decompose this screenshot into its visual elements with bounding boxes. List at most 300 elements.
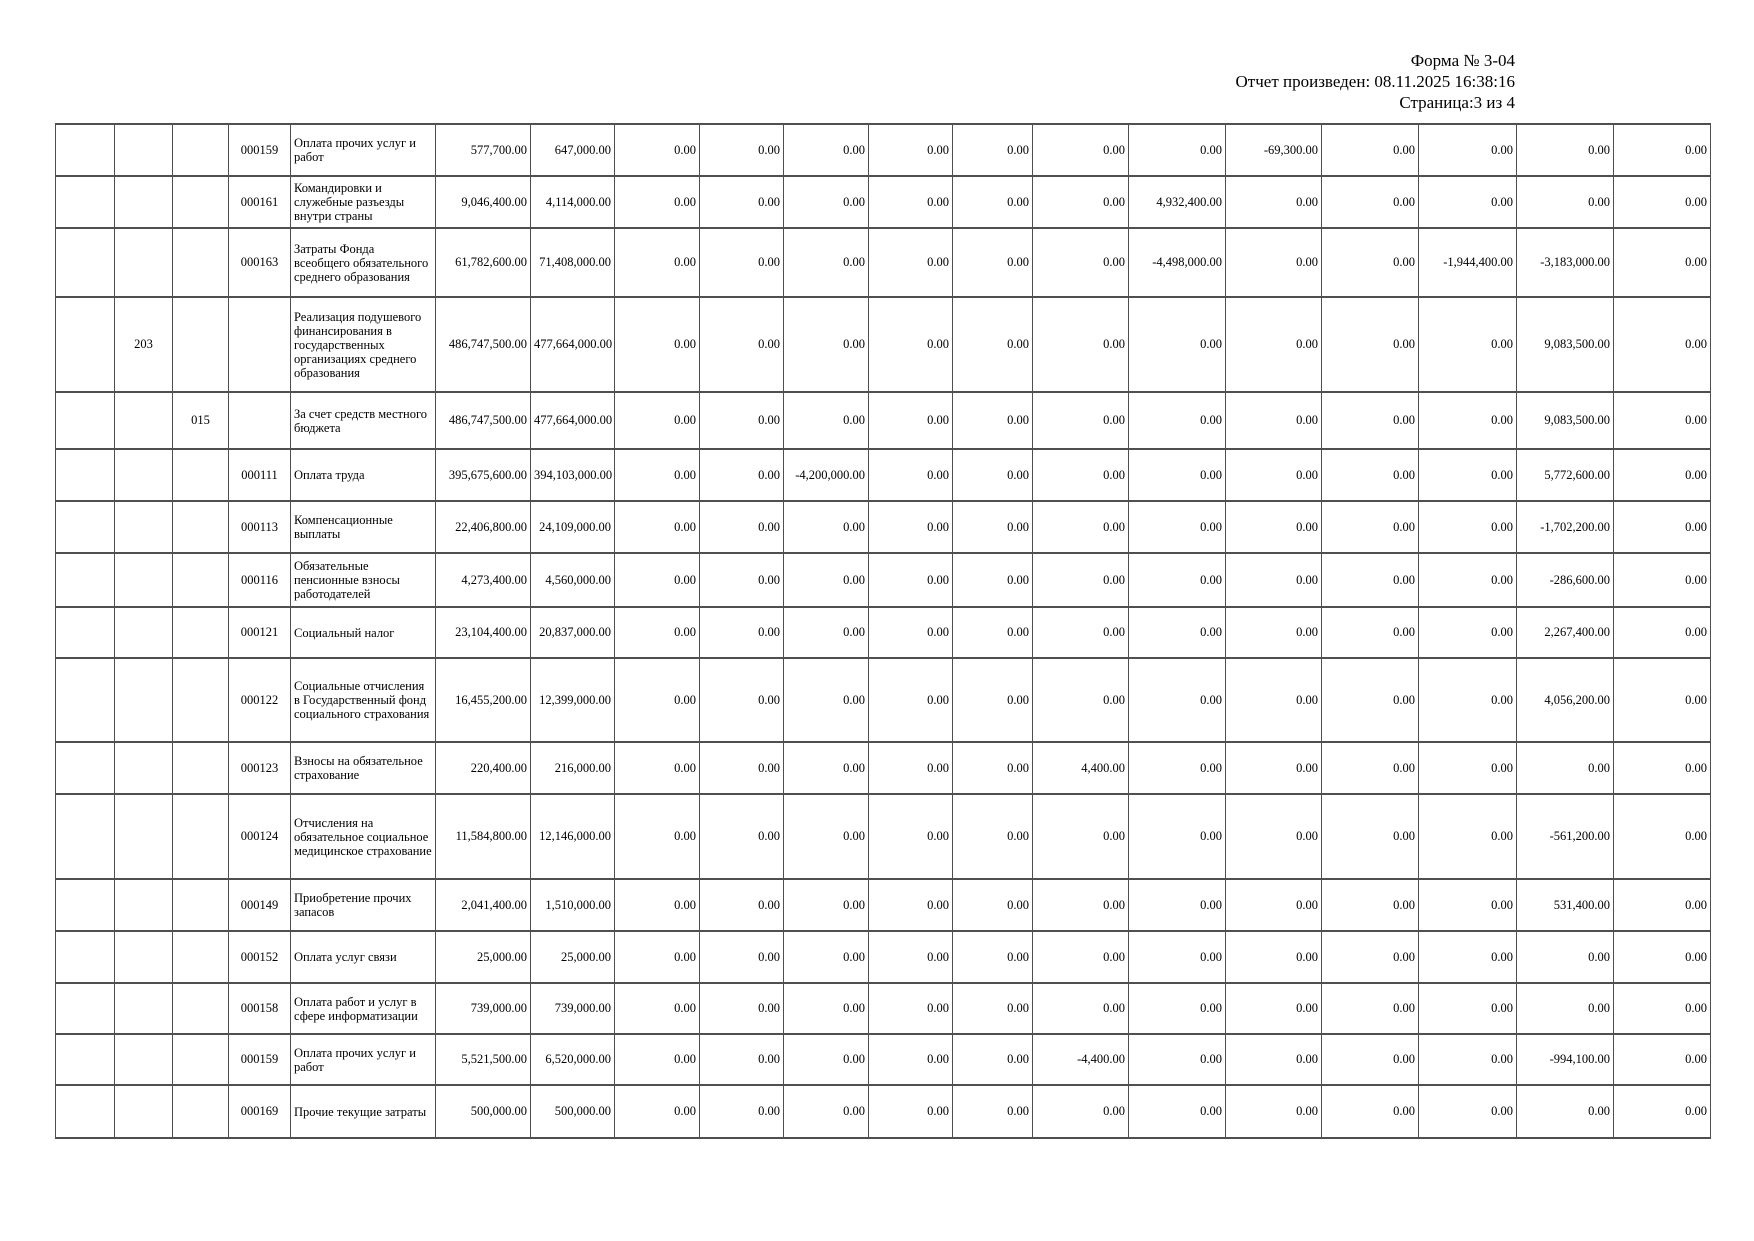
code-cell-4: 000158: [229, 983, 291, 1034]
value-cell: 0.00: [1614, 983, 1711, 1034]
value-cell: 0.00: [1033, 1085, 1129, 1138]
code-cell-4: 000169: [229, 1085, 291, 1138]
value-cell: 531,400.00: [1517, 879, 1614, 931]
value-cell: 0.00: [1226, 1085, 1322, 1138]
code-cell-3: [173, 297, 229, 392]
value-cell: 2,267,400.00: [1517, 607, 1614, 658]
code-cell-2: [115, 553, 173, 607]
code-cell-4: 000149: [229, 879, 291, 931]
value-cell: 0.00: [1419, 1085, 1517, 1138]
value-cell: 0.00: [869, 228, 953, 297]
table-row: [56, 501, 1711, 553]
value-cell: 0.00: [1033, 501, 1129, 553]
value-cell: 5,521,500.00: [436, 1034, 531, 1085]
value-cell: 0.00: [1033, 879, 1129, 931]
value-cell: 0.00: [1419, 553, 1517, 607]
value-cell: 0.00: [953, 879, 1033, 931]
value-cell: 0.00: [1419, 392, 1517, 449]
code-cell-1: [56, 658, 115, 742]
value-cell: 395,675,600.00: [436, 449, 531, 501]
description-cell: Компенсационные выплаты: [291, 501, 436, 553]
value-cell: 0.00: [700, 931, 784, 983]
value-cell: 20,837,000.00: [531, 607, 615, 658]
description-cell: Оплата услуг связи: [291, 931, 436, 983]
description-cell: Приобретение прочих запасов: [291, 879, 436, 931]
value-cell: 0.00: [953, 553, 1033, 607]
value-cell: 0.00: [1226, 607, 1322, 658]
value-cell: 0.00: [1614, 607, 1711, 658]
table-row: [56, 176, 1711, 228]
value-cell: 0.00: [700, 553, 784, 607]
value-cell: 0.00: [953, 124, 1033, 176]
value-cell: 0.00: [1129, 742, 1226, 794]
value-cell: 4,273,400.00: [436, 553, 531, 607]
code-cell-2: [115, 607, 173, 658]
value-cell: 0.00: [1322, 449, 1419, 501]
value-cell: -4,400.00: [1033, 1034, 1129, 1085]
value-cell: 0.00: [1614, 297, 1711, 392]
code-cell-1: [56, 176, 115, 228]
value-cell: 0.00: [869, 1034, 953, 1085]
code-cell-1: [56, 983, 115, 1034]
value-cell: 0.00: [615, 297, 700, 392]
value-cell: 0.00: [869, 449, 953, 501]
value-cell: 0.00: [615, 176, 700, 228]
value-cell: 0.00: [700, 228, 784, 297]
value-cell: 22,406,800.00: [436, 501, 531, 553]
description-cell: Социальные отчисления в Государственный фонд социального страхования: [291, 658, 436, 742]
value-cell: 0.00: [615, 983, 700, 1034]
table-row: [56, 607, 1711, 658]
table-row: [56, 124, 1711, 176]
value-cell: 0.00: [784, 1085, 869, 1138]
code-cell-3: [173, 1085, 229, 1138]
code-cell-2: [115, 392, 173, 449]
code-cell-3: [173, 1034, 229, 1085]
value-cell: 0.00: [1322, 392, 1419, 449]
table-row: [56, 449, 1711, 501]
value-cell: 0.00: [1322, 228, 1419, 297]
code-cell-4: 000124: [229, 794, 291, 879]
value-cell: -69,300.00: [1226, 124, 1322, 176]
value-cell: 0.00: [869, 742, 953, 794]
value-cell: 0.00: [1614, 553, 1711, 607]
value-cell: 0.00: [953, 501, 1033, 553]
value-cell: 0.00: [1033, 228, 1129, 297]
value-cell: -4,498,000.00: [1129, 228, 1226, 297]
code-cell-4: [229, 297, 291, 392]
value-cell: 0.00: [700, 1034, 784, 1085]
value-cell: 0.00: [1614, 658, 1711, 742]
value-cell: 0.00: [1419, 794, 1517, 879]
value-cell: 0.00: [615, 392, 700, 449]
value-cell: 0.00: [1226, 553, 1322, 607]
value-cell: 0.00: [700, 501, 784, 553]
value-cell: 0.00: [869, 983, 953, 1034]
code-cell-3: [173, 176, 229, 228]
description-cell: Отчисления на обязательное социальное медицинское страхование: [291, 794, 436, 879]
code-cell-4: 000123: [229, 742, 291, 794]
code-cell-4: 000161: [229, 176, 291, 228]
value-cell: 0.00: [784, 228, 869, 297]
value-cell: 0.00: [953, 983, 1033, 1034]
value-cell: 0.00: [1322, 124, 1419, 176]
code-cell-3: [173, 449, 229, 501]
table-row: [56, 879, 1711, 931]
code-cell-3: [173, 931, 229, 983]
value-cell: 5,772,600.00: [1517, 449, 1614, 501]
value-cell: 0.00: [784, 607, 869, 658]
value-cell: 500,000.00: [436, 1085, 531, 1138]
code-cell-4: 000116: [229, 553, 291, 607]
code-cell-2: [115, 501, 173, 553]
code-cell-1: [56, 879, 115, 931]
value-cell: 0.00: [1322, 501, 1419, 553]
value-cell: 0.00: [1226, 879, 1322, 931]
value-cell: 6,520,000.00: [531, 1034, 615, 1085]
value-cell: 0.00: [1226, 392, 1322, 449]
value-cell: 0.00: [784, 124, 869, 176]
value-cell: 0.00: [1033, 449, 1129, 501]
value-cell: 0.00: [615, 1034, 700, 1085]
value-cell: 0.00: [1517, 124, 1614, 176]
value-cell: 0.00: [953, 658, 1033, 742]
value-cell: 0.00: [1226, 228, 1322, 297]
value-cell: 0.00: [1033, 607, 1129, 658]
value-cell: 0.00: [700, 879, 784, 931]
value-cell: 0.00: [869, 553, 953, 607]
description-cell: Затраты Фонда всеобщего обязательного среднего образования: [291, 228, 436, 297]
code-cell-1: [56, 392, 115, 449]
value-cell: 0.00: [1419, 297, 1517, 392]
value-cell: 647,000.00: [531, 124, 615, 176]
value-cell: 0.00: [1226, 794, 1322, 879]
code-cell-4: 000159: [229, 1034, 291, 1085]
value-cell: 0.00: [1517, 983, 1614, 1034]
table-row: [56, 658, 1711, 742]
value-cell: 0.00: [1419, 658, 1517, 742]
value-cell: 0.00: [1226, 1034, 1322, 1085]
value-cell: 0.00: [700, 176, 784, 228]
value-cell: 0.00: [869, 124, 953, 176]
code-cell-1: [56, 931, 115, 983]
value-cell: 0.00: [615, 742, 700, 794]
value-cell: 0.00: [1129, 1034, 1226, 1085]
code-cell-2: 203: [115, 297, 173, 392]
value-cell: 0.00: [615, 449, 700, 501]
value-cell: 0.00: [1129, 124, 1226, 176]
value-cell: 0.00: [700, 392, 784, 449]
value-cell: 0.00: [784, 501, 869, 553]
value-cell: 12,146,000.00: [531, 794, 615, 879]
value-cell: 0.00: [869, 392, 953, 449]
table-row: [56, 983, 1711, 1034]
value-cell: 0.00: [869, 607, 953, 658]
value-cell: 0.00: [1322, 297, 1419, 392]
value-cell: 0.00: [1517, 176, 1614, 228]
value-cell: 0.00: [1129, 983, 1226, 1034]
value-cell: 0.00: [700, 297, 784, 392]
form-number-label: Форма № 3-04: [1410, 51, 1515, 70]
value-cell: 0.00: [615, 124, 700, 176]
value-cell: 577,700.00: [436, 124, 531, 176]
value-cell: 0.00: [1226, 449, 1322, 501]
value-cell: 0.00: [784, 658, 869, 742]
value-cell: 0.00: [1129, 1085, 1226, 1138]
value-cell: 0.00: [1322, 879, 1419, 931]
value-cell: 0.00: [784, 1034, 869, 1085]
value-cell: -3,183,000.00: [1517, 228, 1614, 297]
value-cell: 0.00: [1226, 297, 1322, 392]
report-generated-label: Отчет произведен: 08.11.2025 16:38:16: [1235, 72, 1515, 91]
code-cell-2: [115, 176, 173, 228]
description-cell: Прочие текущие затраты: [291, 1085, 436, 1138]
code-cell-4: 000122: [229, 658, 291, 742]
page-number-label: Страница:3 из 4: [1399, 93, 1515, 112]
value-cell: 0.00: [953, 176, 1033, 228]
value-cell: 0.00: [615, 1085, 700, 1138]
code-cell-2: [115, 1085, 173, 1138]
value-cell: 0.00: [700, 742, 784, 794]
code-cell-1: [56, 553, 115, 607]
description-cell: Оплата работ и услуг в сфере информатизации: [291, 983, 436, 1034]
value-cell: 739,000.00: [531, 983, 615, 1034]
report-table: [55, 123, 1711, 1139]
value-cell: 0.00: [615, 228, 700, 297]
value-cell: -286,600.00: [1517, 553, 1614, 607]
description-cell: За счет средств местного бюджета: [291, 392, 436, 449]
value-cell: 0.00: [1419, 501, 1517, 553]
value-cell: 0.00: [1226, 658, 1322, 742]
value-cell: 0.00: [869, 658, 953, 742]
value-cell: 0.00: [1322, 176, 1419, 228]
code-cell-1: [56, 449, 115, 501]
code-cell-3: [173, 607, 229, 658]
value-cell: 0.00: [953, 607, 1033, 658]
value-cell: 0.00: [1033, 983, 1129, 1034]
code-cell-3: [173, 124, 229, 176]
value-cell: 11,584,800.00: [436, 794, 531, 879]
value-cell: 0.00: [784, 176, 869, 228]
value-cell: 0.00: [953, 1034, 1033, 1085]
code-cell-1: [56, 742, 115, 794]
description-cell: Командировки и служебные разъезды внутри страны: [291, 176, 436, 228]
value-cell: 0.00: [700, 449, 784, 501]
code-cell-3: [173, 794, 229, 879]
value-cell: 0.00: [615, 794, 700, 879]
value-cell: 0.00: [615, 879, 700, 931]
value-cell: 0.00: [953, 1085, 1033, 1138]
table-row: [56, 392, 1711, 449]
value-cell: 0.00: [1129, 501, 1226, 553]
value-cell: 0.00: [869, 501, 953, 553]
code-cell-4: 000113: [229, 501, 291, 553]
code-cell-4: 000121: [229, 607, 291, 658]
description-cell: Социальный налог: [291, 607, 436, 658]
value-cell: 0.00: [1129, 931, 1226, 983]
code-cell-1: [56, 1034, 115, 1085]
value-cell: 0.00: [1614, 176, 1711, 228]
value-cell: 477,664,000.00: [531, 297, 615, 392]
code-cell-3: [173, 742, 229, 794]
value-cell: 486,747,500.00: [436, 297, 531, 392]
value-cell: 0.00: [1226, 176, 1322, 228]
value-cell: 0.00: [869, 1085, 953, 1138]
value-cell: 0.00: [1322, 607, 1419, 658]
code-cell-3: [173, 658, 229, 742]
value-cell: 0.00: [953, 297, 1033, 392]
value-cell: 0.00: [1033, 392, 1129, 449]
value-cell: 0.00: [700, 1085, 784, 1138]
value-cell: 0.00: [1614, 794, 1711, 879]
code-cell-3: 015: [173, 392, 229, 449]
value-cell: 739,000.00: [436, 983, 531, 1034]
value-cell: 0.00: [700, 124, 784, 176]
value-cell: 0.00: [953, 742, 1033, 794]
table-row: [56, 1085, 1711, 1138]
value-cell: 0.00: [1129, 879, 1226, 931]
code-cell-3: [173, 879, 229, 931]
value-cell: -561,200.00: [1517, 794, 1614, 879]
value-cell: 0.00: [869, 879, 953, 931]
value-cell: 0.00: [1614, 1034, 1711, 1085]
value-cell: 0.00: [869, 176, 953, 228]
value-cell: 0.00: [1226, 501, 1322, 553]
value-cell: -1,944,400.00: [1419, 228, 1517, 297]
value-cell: 0.00: [1419, 983, 1517, 1034]
value-cell: 0.00: [784, 931, 869, 983]
description-cell: Реализация подушевого финансирования в государственных организациях среднего образования: [291, 297, 436, 392]
value-cell: 477,664,000.00: [531, 392, 615, 449]
code-cell-4: 000111: [229, 449, 291, 501]
value-cell: 0.00: [1129, 658, 1226, 742]
value-cell: 24,109,000.00: [531, 501, 615, 553]
value-cell: 0.00: [1419, 607, 1517, 658]
page-header: [1236, 50, 1515, 113]
value-cell: 0.00: [1614, 742, 1711, 794]
table-row: [56, 1034, 1711, 1085]
value-cell: 0.00: [1614, 449, 1711, 501]
value-cell: 0.00: [700, 658, 784, 742]
code-cell-2: [115, 931, 173, 983]
value-cell: -4,200,000.00: [784, 449, 869, 501]
code-cell-2: [115, 449, 173, 501]
value-cell: 0.00: [953, 794, 1033, 879]
value-cell: 0.00: [1129, 553, 1226, 607]
value-cell: 0.00: [784, 297, 869, 392]
code-cell-3: [173, 983, 229, 1034]
value-cell: 0.00: [784, 553, 869, 607]
value-cell: 9,046,400.00: [436, 176, 531, 228]
value-cell: 0.00: [1322, 658, 1419, 742]
value-cell: 0.00: [1614, 501, 1711, 553]
value-cell: 0.00: [1226, 931, 1322, 983]
value-cell: -994,100.00: [1517, 1034, 1614, 1085]
value-cell: 0.00: [953, 228, 1033, 297]
value-cell: 0.00: [615, 553, 700, 607]
report-table-body: [56, 124, 1711, 1138]
value-cell: 0.00: [1033, 658, 1129, 742]
value-cell: 0.00: [1129, 607, 1226, 658]
code-cell-2: [115, 1034, 173, 1085]
value-cell: 0.00: [784, 983, 869, 1034]
value-cell: 12,399,000.00: [531, 658, 615, 742]
value-cell: 0.00: [1614, 228, 1711, 297]
value-cell: 4,056,200.00: [1517, 658, 1614, 742]
value-cell: 220,400.00: [436, 742, 531, 794]
value-cell: 0.00: [1033, 931, 1129, 983]
description-cell: Обязательные пенсионные взносы работодателей: [291, 553, 436, 607]
code-cell-1: [56, 297, 115, 392]
value-cell: 4,932,400.00: [1129, 176, 1226, 228]
value-cell: 0.00: [1419, 176, 1517, 228]
value-cell: 0.00: [615, 658, 700, 742]
value-cell: 0.00: [1322, 1034, 1419, 1085]
value-cell: 0.00: [1322, 742, 1419, 794]
code-cell-4: [229, 392, 291, 449]
value-cell: 0.00: [700, 607, 784, 658]
value-cell: 0.00: [1419, 124, 1517, 176]
description-cell: Оплата труда: [291, 449, 436, 501]
value-cell: 0.00: [1419, 742, 1517, 794]
value-cell: 0.00: [1614, 931, 1711, 983]
value-cell: 216,000.00: [531, 742, 615, 794]
value-cell: 0.00: [1033, 553, 1129, 607]
value-cell: 0.00: [953, 449, 1033, 501]
value-cell: 0.00: [1033, 297, 1129, 392]
value-cell: 61,782,600.00: [436, 228, 531, 297]
value-cell: 0.00: [615, 501, 700, 553]
value-cell: 0.00: [1129, 297, 1226, 392]
value-cell: 0.00: [1517, 931, 1614, 983]
code-cell-2: [115, 983, 173, 1034]
value-cell: 0.00: [615, 931, 700, 983]
code-cell-1: [56, 607, 115, 658]
value-cell: 0.00: [1614, 392, 1711, 449]
value-cell: 0.00: [1419, 449, 1517, 501]
code-cell-4: 000152: [229, 931, 291, 983]
value-cell: 0.00: [869, 931, 953, 983]
code-cell-1: [56, 501, 115, 553]
description-cell: Оплата прочих услуг и работ: [291, 124, 436, 176]
value-cell: 0.00: [1033, 176, 1129, 228]
code-cell-1: [56, 228, 115, 297]
table-row: [56, 742, 1711, 794]
code-cell-3: [173, 501, 229, 553]
description-cell: Оплата прочих услуг и работ: [291, 1034, 436, 1085]
code-cell-4: 000163: [229, 228, 291, 297]
value-cell: 0.00: [1517, 742, 1614, 794]
code-cell-1: [56, 1085, 115, 1138]
value-cell: 4,400.00: [1033, 742, 1129, 794]
value-cell: -1,702,200.00: [1517, 501, 1614, 553]
value-cell: 0.00: [1419, 931, 1517, 983]
value-cell: 1,510,000.00: [531, 879, 615, 931]
value-cell: 0.00: [953, 392, 1033, 449]
table-row: [56, 931, 1711, 983]
value-cell: 0.00: [1614, 124, 1711, 176]
value-cell: 4,114,000.00: [531, 176, 615, 228]
value-cell: 0.00: [615, 607, 700, 658]
value-cell: 9,083,500.00: [1517, 392, 1614, 449]
value-cell: 0.00: [1129, 392, 1226, 449]
code-cell-3: [173, 553, 229, 607]
code-cell-2: [115, 742, 173, 794]
code-cell-2: [115, 794, 173, 879]
value-cell: 9,083,500.00: [1517, 297, 1614, 392]
value-cell: 0.00: [953, 931, 1033, 983]
value-cell: 0.00: [784, 879, 869, 931]
